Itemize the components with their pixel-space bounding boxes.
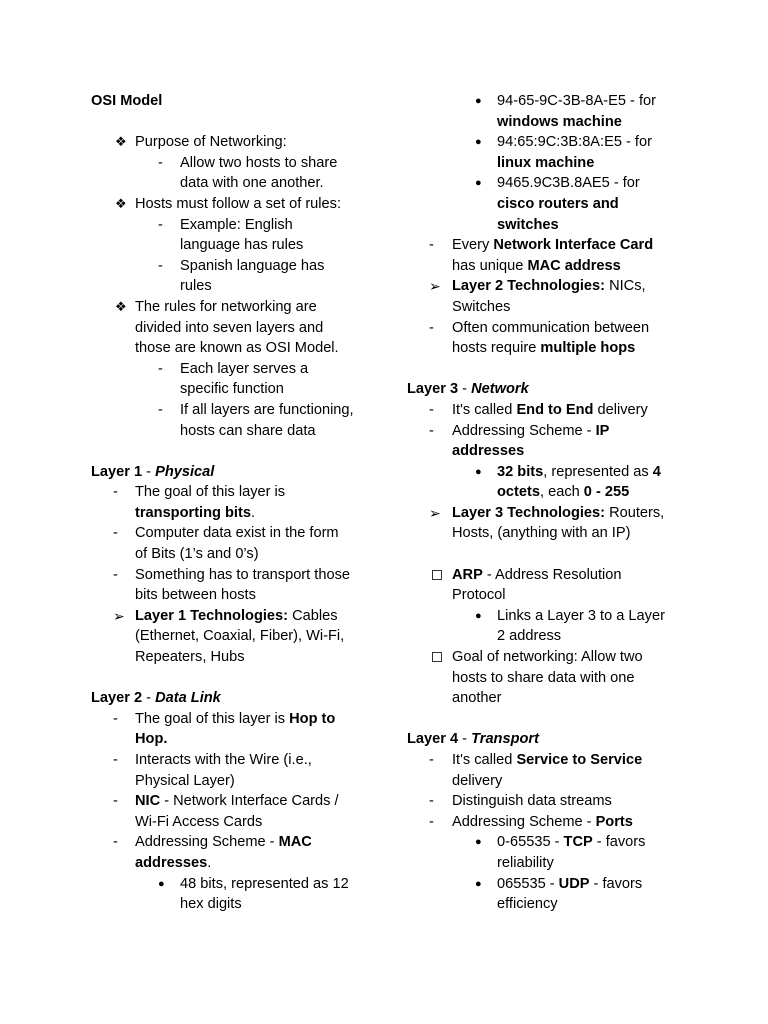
list-item: - Every Network Interface Card: [407, 235, 692, 256]
diamond-bullet-icon: ❖: [115, 134, 127, 150]
list-item: ● 48 bits, represented as 12: [91, 874, 371, 895]
list-item: - The goal of this layer is: [91, 482, 371, 503]
list-item: - It's called End to End delivery: [407, 400, 692, 421]
dash-bullet-icon: -: [429, 319, 434, 336]
layer-4-heading: Layer 4 - Transport: [407, 731, 539, 748]
list-item: - Allow two hosts to share: [91, 153, 371, 174]
checkbox-icon[interactable]: [432, 652, 442, 662]
checkbox-icon[interactable]: [432, 570, 442, 580]
left-column: OSI Model ❖ Purpose of Networking: - Allow two hosts to share data with one another. ❖ Hosts must follow a set of rules: - Example: English language has rules - Spanish language has rules ❖ The rules for networking are divided into seven layers and those are known as OSI Model. - Each layer serves a specific function - If all layers are functioning, hosts can share data Layer 1 - Physical - The goal of this layer is transporting bits. - Computer data exist in the form of Bits (1’s and 0’s) - Something has to transport those bits between hosts ➢ Layer 1 Technologies: Cables (Ethernet, Coaxial, Fiber), Wi-Fi, Repeaters, Hubs Layer 2 - Data Link - The goal of this layer is Hop to Hop. - Interacts with the Wire (i.e., Physical Layer) - NIC - Network Interface Cards / Wi-Fi Access Cards - Addressing Scheme - MAC addresses. ● 48 bits, represented as 12 hex digits: [91, 91, 371, 915]
list-item: - It's called Service to Service: [407, 750, 692, 771]
dash-bullet-icon: -: [158, 257, 163, 274]
arrow-bullet-icon: ➢: [429, 278, 441, 295]
list-item: ❖ Purpose of Networking:: [91, 132, 371, 153]
dash-bullet-icon: -: [113, 710, 118, 727]
dash-bullet-icon: -: [429, 401, 434, 418]
list-item: ● 065535 - UDP - favors: [407, 874, 692, 895]
list-item: ➢ Layer 3 Technologies: Routers,: [407, 503, 692, 524]
list-item: - NIC - Network Interface Cards /: [91, 791, 371, 812]
list-item: ❖ Hosts must follow a set of rules:: [91, 194, 371, 215]
list-item: - Spanish language has: [91, 256, 371, 277]
arrow-bullet-icon: ➢: [429, 504, 441, 521]
page-title: OSI Model: [91, 93, 163, 109]
dash-bullet-icon: -: [113, 484, 118, 501]
arrow-bullet-icon: ➢: [113, 607, 125, 624]
dash-bullet-icon: -: [158, 360, 163, 377]
list-item: - Interacts with the Wire (i.e.,: [91, 750, 371, 771]
list-item: - If all layers are functioning,: [91, 400, 371, 421]
dash-bullet-icon: -: [113, 752, 118, 768]
list-item: ● 94:65:9C:3B:8A:E5 - for: [407, 132, 692, 153]
list-item: ● 94-65-9C-3B-8A-E5 - for: [407, 91, 692, 112]
dot-bullet-icon: ●: [475, 877, 482, 890]
dot-bullet-icon: ●: [158, 877, 165, 890]
list-item: ❖ The rules for networking are: [91, 297, 371, 318]
dash-bullet-icon: -: [113, 566, 118, 583]
list-item: - The goal of this layer is Hop to: [91, 709, 371, 730]
dash-bullet-icon: -: [429, 813, 434, 830]
dot-bullet-icon: ●: [475, 609, 482, 622]
dash-bullet-icon: -: [158, 154, 163, 171]
layer-3-heading: Layer 3 - Network: [407, 381, 529, 398]
list-item: - Addressing Scheme - IP: [407, 421, 692, 442]
dash-bullet-icon: -: [429, 793, 434, 810]
list-item: - Example: English: [91, 215, 371, 236]
dash-bullet-icon: -: [429, 237, 434, 254]
dash-bullet-icon: -: [158, 401, 163, 418]
list-item: ● Links a Layer 3 to a Layer: [407, 606, 692, 627]
checklist-item: Goal of networking: Allow two: [407, 647, 692, 668]
dash-bullet-icon: -: [113, 834, 118, 851]
layer-1-heading: Layer 1 - Physical: [91, 463, 215, 480]
diamond-bullet-icon: ❖: [115, 195, 127, 211]
dot-bullet-icon: ●: [475, 465, 482, 478]
list-item: - Computer data exist in the form: [91, 523, 371, 544]
dash-bullet-icon: -: [113, 525, 118, 542]
right-column: ● 94-65-9C-3B-8A-E5 - for windows machine ● 94:65:9C:3B:8A:E5 - for linux machine ● 9465.9C3B.8AE5 - for cisco routers and switches - Every Network Interface Card has unique MAC address ➢ Layer 2 Technologies: NICs, Switches - Often communication between hosts require multiple hops Layer 3 - Network - It's called End to End delivery - Addressing Scheme - IP addresses ● 32 bits, represented as 4 octets, each 0 - 255 ➢ Layer 3 Technologies: Routers, Hosts, (anything with an IP) ARP - Address Resolution Protocol ● Links a Layer 3 to a Layer 2 address Goal of networking: Allow two hosts to share data with one another Layer 4 - Transport - It's called Service to Service delivery - Distinguish data streams - Addressing Scheme - Ports ● 0-65535 - TCP - favors reliability ● 065535 - UDP - favors efficiency: [407, 91, 692, 915]
list-item: - Distinguish data streams: [407, 791, 692, 812]
dot-bullet-icon: ●: [475, 836, 482, 849]
list-item: - Addressing Scheme - MAC: [91, 832, 371, 853]
list-item: ● 9465.9C3B.8AE5 - for: [407, 173, 692, 194]
checklist-item: ARP - Address Resolution: [407, 565, 692, 586]
list-item: - Addressing Scheme - Ports: [407, 812, 692, 833]
dot-bullet-icon: ●: [475, 136, 482, 149]
dash-bullet-icon: -: [429, 752, 434, 768]
list-item: ➢ Layer 1 Technologies: Cables: [91, 606, 371, 627]
dash-bullet-icon: -: [113, 793, 118, 810]
dot-bullet-icon: ●: [475, 95, 482, 107]
list-item: ➢ Layer 2 Technologies: NICs,: [407, 276, 692, 297]
dot-bullet-icon: ●: [475, 177, 482, 190]
list-item: ● 32 bits, represented as 4: [407, 462, 692, 483]
dash-bullet-icon: -: [429, 422, 434, 439]
dash-bullet-icon: -: [158, 216, 163, 233]
diamond-bullet-icon: ❖: [115, 298, 127, 314]
list-item: - Something has to transport those: [91, 565, 371, 586]
list-item: - Each layer serves a: [91, 359, 371, 380]
list-item: - Often communication between: [407, 318, 692, 339]
layer-2-heading: Layer 2 - Data Link: [91, 690, 221, 707]
list-item: ● 0-65535 - TCP - favors: [407, 832, 692, 853]
